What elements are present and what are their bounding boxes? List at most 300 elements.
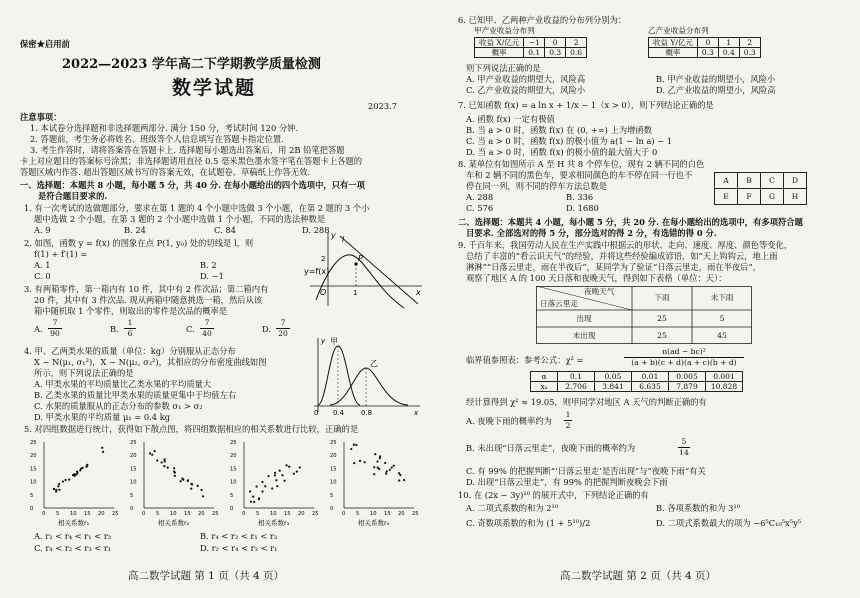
parking-space: D	[784, 173, 807, 189]
q2-option-b: B. 2	[200, 260, 217, 270]
fraction-num: 7	[48, 318, 62, 329]
scatter-point	[57, 485, 59, 487]
scatter-point	[275, 479, 277, 481]
y-tick-label: 10	[130, 479, 137, 486]
scatter-point	[190, 488, 192, 490]
scatter-point	[299, 466, 301, 468]
y-tick-label: 0	[130, 506, 134, 512]
q8-option-a: A. 288	[466, 192, 494, 202]
q3-option-a: A.	[34, 324, 43, 334]
q6-option-a: A. 甲产业收益的期望大，风险高	[466, 74, 586, 84]
q6-table-yi	[648, 37, 761, 58]
scatter-point	[398, 479, 400, 481]
y-tick-label: 10	[230, 479, 237, 486]
q7-stem: 7. 已知函数 f(x) = a ln x + 1/x − 1（x > 0），则下列结论正确的是	[458, 100, 714, 110]
q1-option-b: B. 24	[124, 225, 146, 235]
curve-jia	[318, 346, 360, 405]
row-header: xₐ	[531, 382, 558, 392]
q5-stem: 5. 对四组数据进行统计，获得如下散点图，将四组数据相应的相关系数进行比较，正确的是	[24, 424, 359, 434]
q6-option-c: C. 乙产业收益的期望大，风险小	[466, 85, 586, 95]
origin-label: O	[320, 288, 327, 297]
table-caption: 乙产业收益分布列	[648, 26, 709, 35]
fraction-num: 1	[124, 318, 136, 329]
scatter-point	[58, 483, 60, 485]
scatter-plot-1	[28, 434, 124, 530]
x-tick-label: 20	[398, 511, 405, 517]
q4-option-b: B. 乙类水果的质量比甲类水果的质量更集中于均值左右	[34, 390, 237, 400]
tick-label: 1	[353, 289, 358, 297]
plot-caption: 相关系数r₁	[58, 519, 90, 527]
y-tick-label: 5	[330, 492, 334, 499]
scatter-point	[86, 464, 88, 466]
q10-option-c: C. 奇数项系数的和为 (1 + 5¹⁰)/2	[466, 518, 591, 528]
q7-option-c: C. 当 a > 0 时，函数 f(x) 的极小值为 a(1 − ln a) − 1	[466, 136, 673, 146]
scatter-point	[187, 479, 189, 481]
scatter-point	[353, 444, 355, 446]
q8-option-b: B. 336	[566, 192, 594, 202]
parking-space: G	[761, 189, 784, 205]
plot-caption: 相关系数r₃	[258, 519, 290, 527]
y-tick-label: 25	[130, 440, 137, 446]
scatter-plot-3	[228, 434, 324, 530]
parking-space: A	[715, 173, 738, 189]
x-tick-label: 0	[342, 511, 346, 517]
scatter-point	[264, 485, 266, 487]
notice-line: 3. 考生作答时，请将答案答在答题卡上. 选择题每小题选出答案后，用 2B 铅笔把答题	[30, 145, 345, 155]
scatter-point	[398, 472, 400, 474]
y-tick-label: 15	[30, 466, 37, 473]
table-cell: 概率	[475, 48, 524, 58]
q4-option-d: D. 甲类水果的平均质量 μ₁ = 0.4 kg	[34, 412, 171, 422]
x-tick-label: 15	[184, 511, 191, 517]
scatter-point	[149, 452, 151, 454]
scatter-point	[163, 458, 165, 460]
scatter-plot-4	[328, 434, 424, 530]
plot-caption: 相关系数r₂	[158, 519, 190, 527]
scatter-point	[154, 450, 156, 452]
q9-option-d: D. 出现“日落云里走”，有 99% 的把握判断夜晚会下雨	[466, 477, 668, 487]
scatter-point	[283, 480, 285, 482]
page-2	[430, 0, 860, 598]
y-tick-label: 10	[330, 479, 337, 486]
q2-option-c: C. 0	[34, 271, 51, 281]
q9-stem: 淋淋”“日落云里走，雨在半夜后”，某同学为了验证“日落云里走，雨在半夜后”，	[466, 262, 762, 272]
scatter-point	[164, 460, 166, 462]
scatter-point	[75, 474, 77, 476]
y-tick-label: 25	[30, 440, 37, 446]
table-cell: 2	[566, 38, 587, 48]
x-tick-label: 0	[142, 511, 146, 517]
q9-contingency-table	[536, 286, 752, 344]
table-cell: 3.841	[595, 382, 632, 392]
table-caption: 甲产业收益分布列	[474, 26, 535, 35]
scatter-point	[258, 498, 260, 500]
q9-after: 经计算得到 χ² ≈ 19.05，则甲同学对地区 A 天气的判断正确的有	[466, 397, 707, 407]
table-cell: 0.3	[545, 48, 566, 58]
scatter-point	[55, 489, 57, 491]
table-cell: 6.635	[632, 382, 669, 392]
notice-line: 答题区域内作答. 超出答题区域书写的答案无效，在试题卷、草稿纸上作答无效.	[20, 167, 311, 177]
scatter-point	[391, 467, 393, 469]
y-tick-label: 25	[230, 440, 237, 446]
q9-option-c: C. 有 99% 的把握判断“‘日落云里走’是否出现”与“夜晚下雨”有关	[466, 466, 706, 476]
table-cell: 0.05	[595, 372, 632, 382]
table-cell: 10.828	[706, 382, 743, 392]
q8-option-d: D. 1680	[566, 203, 599, 213]
scatter-point	[174, 471, 176, 473]
scatter-point	[261, 490, 263, 492]
q10-stem: 10. 在 (2x − 3y)¹⁰ 的展开式中，下列结论正确的有	[458, 490, 649, 500]
table-cell: 7.879	[669, 382, 706, 392]
q4-density-curves	[300, 334, 426, 418]
scatter-point	[256, 485, 258, 487]
scatter-point	[274, 472, 276, 474]
q1-option-d: D. 288	[302, 225, 330, 235]
table-cell: 概率	[649, 48, 698, 58]
x-tick-label: 10	[270, 511, 277, 517]
scatter-point	[355, 444, 357, 446]
scatter-point	[267, 475, 269, 477]
scatter-point	[276, 485, 278, 487]
x-axis-label: x	[414, 409, 419, 417]
q4-stem: X ~ N(μ₁, σ₁²)，X ~ N(μ₂, σ₂²)，其相应的分布密度曲线如图	[34, 357, 267, 367]
table-cell: 0.6	[566, 48, 587, 58]
parking-space: B	[738, 173, 761, 189]
x-tick-label: 15	[384, 511, 391, 517]
section1-heading: 一、选择题：本题共 8 小题，每小题 5 分，共 40 分. 在每小题给出的四个选项中，只有一项	[20, 180, 365, 190]
scatter-point	[79, 469, 81, 471]
curve-label: y=f(x)	[304, 267, 330, 276]
scatter-point	[161, 461, 163, 463]
x-tick-label: 10	[370, 511, 377, 517]
table-cell: 0.3	[739, 48, 760, 58]
x-tick-label: 5	[56, 511, 60, 517]
x-tick-label: 5	[156, 511, 160, 517]
scatter-point	[174, 475, 176, 477]
tangent-label: l	[342, 235, 345, 244]
scatter-point	[249, 490, 251, 492]
page-footer: 高二数学试题 第 2 页（共 4 页）	[560, 570, 717, 582]
column-header: 下雨	[654, 293, 670, 302]
x-tick-label: 10	[170, 511, 177, 517]
scatter-point	[271, 487, 273, 489]
fraction-den: 90	[50, 329, 60, 338]
table-cell: 25	[657, 314, 667, 323]
x-tick-label: 10	[70, 511, 77, 517]
scatter-point	[200, 489, 202, 491]
curve-yi	[330, 368, 408, 405]
scatter-point	[261, 481, 263, 483]
fraction-den: 2	[565, 421, 571, 430]
q6-lead: 则下列说法正确的是	[466, 63, 541, 73]
table-cell: 0.001	[706, 372, 743, 382]
scatter-point	[250, 501, 252, 503]
scatter-point	[156, 459, 158, 461]
table-cell: 0.01	[632, 372, 669, 382]
q5-option-a: A. r₂ < r₄ < r₁ < r₃	[34, 531, 112, 541]
page-footer: 高二数学试题 第 1 页（共 4 页）	[128, 570, 285, 582]
q9-stem: 观察了地区 A 的 100 天日落和夜晚天气，得到如下表格（单位：天）：	[466, 273, 727, 283]
y-tick-label: 5	[30, 492, 34, 499]
y-tick-label: 0	[30, 506, 34, 512]
scatter-point	[377, 467, 379, 469]
corner-label: 夜晚天气	[584, 287, 615, 296]
scatter-point	[296, 470, 298, 472]
x-tick-label: 25	[112, 511, 119, 517]
row-header: 出现	[576, 314, 592, 323]
x-tick-label: 25	[412, 511, 419, 517]
scatter-point	[181, 478, 183, 480]
fraction-den: 20	[278, 329, 288, 338]
parking-space: C	[761, 173, 784, 189]
scatter-point	[180, 480, 182, 482]
scatter-point	[373, 466, 375, 468]
q8-option-c: C. 576	[466, 203, 494, 213]
table-cell: 收益 X/亿元	[475, 38, 524, 48]
y-tick-label: 25	[330, 440, 337, 446]
table-cell: 0.005	[669, 372, 706, 382]
scatter-point	[163, 465, 165, 467]
fraction-den: 14	[679, 448, 689, 457]
y-tick-label: 5	[230, 492, 234, 499]
q1-option-c: C. 84	[214, 225, 236, 235]
scatter-point	[101, 447, 103, 449]
y-axis-label: y	[321, 337, 326, 345]
formula-denominator: (a + b)(c + d)(a + c)(b + d)	[631, 358, 737, 367]
fraction-den: 40	[202, 329, 212, 338]
scatter-point	[285, 464, 287, 466]
y-tick-label: 20	[30, 453, 37, 460]
scatter-point	[202, 495, 204, 497]
q7-option-b: B. 当 a > 0 时，函数 f(x) 在 (0, +∞) 上为增函数	[466, 125, 653, 135]
scatter-point	[373, 473, 375, 475]
scatter-point	[393, 465, 395, 467]
tick-label: 0.8	[361, 409, 373, 417]
parking-space: F	[738, 189, 761, 205]
q10-option-d: D. 二项式系数最大的项为 −6⁵C₁₀⁵x⁵y⁵	[656, 518, 802, 528]
q8-stem: 8. 某单位有如图所示 A 至 H 共 8 个停车位，现有 2 辆不同的白色	[458, 159, 705, 169]
q9-stem: 总结了丰富的“看云识天气”的经验，并将这些经验编成谚语，如“天上钩钩云，地上雨	[466, 251, 778, 261]
scatter-point	[399, 474, 401, 476]
table-cell: 25	[657, 331, 667, 340]
scatter-point	[364, 461, 366, 463]
q4-option-c: C. 水果的质量服从的正态分布的参数 σ₁ > σ₂	[34, 401, 203, 411]
scatter-point	[64, 479, 66, 481]
notice-line: 1. 本试卷分选择题和非选择题两部分. 满分 150 分，考试时间 120 分钟.	[30, 123, 299, 133]
table-cell: −1	[524, 38, 545, 48]
p-label: P	[358, 254, 363, 263]
scatter-point	[288, 466, 290, 468]
parking-space: H	[784, 189, 807, 205]
yi-label: 乙	[370, 359, 378, 368]
q9-option-b: B. 未出现“日落云里走”，夜晚下雨的概率约为	[466, 443, 636, 453]
scatter-point	[384, 462, 386, 464]
table-cell: 0.1	[524, 48, 545, 58]
q5-option-d: D. r₂ < r₄ < r₃ < r₁	[200, 543, 278, 553]
scatter-point	[374, 453, 376, 455]
table-cell: 5	[719, 314, 725, 323]
section2-heading: 目要求. 全部选对的得 5 分，部分选对的得 2 分，有选错的得 0 分.	[466, 228, 717, 238]
column-header: 未下雨	[710, 293, 734, 302]
scatter-point	[102, 451, 104, 453]
tick-label: 0.4	[333, 409, 345, 417]
q10-option-b: B. 各项系数的和为 3¹⁰	[656, 503, 741, 513]
q1-option-a: A. 9	[34, 225, 51, 235]
q9-stem: 9. 千百年来，我国劳动人民在生产实践中根据云的形状、走向、速度、厚度、颜色等变化，	[458, 240, 793, 250]
row-header: 未出现	[572, 331, 596, 340]
q10-option-a: A. 二项式系数的和为 2¹⁰	[466, 503, 559, 513]
x-tick-label: 20	[98, 511, 105, 517]
q6-option-d: D. 乙产业收益的期望小，风险高	[656, 85, 776, 95]
q9-option-a: A. 夜晚下雨的概率约为	[466, 416, 552, 426]
scatter-point	[53, 488, 55, 490]
q6-stem: 6. 已知甲、乙两种产业收益的分布列分别为：	[458, 15, 627, 25]
y-tick-label: 0	[230, 506, 234, 512]
y-tick-label: 15	[130, 466, 137, 473]
fraction-num: 7	[200, 318, 214, 329]
notice-heading: 注意事项：	[20, 112, 62, 122]
scatter-point	[58, 489, 60, 491]
x-tick-label: 20	[198, 511, 205, 517]
table-cell: 0.4	[718, 48, 739, 58]
exam-title: 2022—2023 学年高二下学期教学质量检测	[62, 57, 321, 72]
q3-options	[34, 318, 314, 342]
y-tick-label: 20	[330, 453, 337, 460]
scatter-point	[197, 485, 199, 487]
y-axis-label: y	[331, 231, 336, 240]
q2-option-a: A. 1	[34, 260, 51, 270]
table-cell: 1	[718, 38, 739, 48]
table-cell: 0	[697, 38, 718, 48]
y-tick-label: 10	[30, 479, 37, 486]
q3-option-c: C.	[186, 324, 195, 334]
y-tick-label: 5	[130, 492, 134, 499]
scatter-point	[359, 460, 361, 462]
x-tick-label: 0	[242, 511, 246, 517]
formula-numerator: n(ad − bc)²	[624, 347, 744, 358]
scatter-point	[173, 467, 175, 469]
notice-line: 卡上对应题目的答案标号涂黑；非选择题请用直径 0.5 毫米黑色墨水签字笔在答题卡上各题的	[20, 156, 363, 166]
y-tick-label: 20	[130, 453, 137, 460]
exam-date: 2023.7	[368, 101, 398, 111]
q9-reference-lead: 临界值参照表：参考公式：χ² =	[466, 355, 584, 365]
parking-space: E	[715, 189, 738, 205]
section2-heading: 二、选择题：本题共 4 小题，每小题 5 分，共 20 分. 在每小题给出的选项中，有多项符合题	[458, 217, 803, 227]
subject-title: 数学试题	[172, 77, 257, 99]
scatter-point	[279, 469, 281, 471]
q4-stem: 4. 甲、乙两类水果的质量（单位：kg）分别服从正态分布	[24, 346, 236, 356]
scatter-point	[281, 474, 283, 476]
q2-stem: f(1) + f′(1) =	[34, 249, 88, 259]
q8-parking-grid	[714, 172, 807, 205]
tangent-line	[340, 236, 418, 304]
scatter-point	[389, 469, 391, 471]
q2-option-d: D. −1	[200, 271, 224, 281]
scatter-point	[385, 473, 387, 475]
q5-option-c: C. r₄ < r₂ < r₃ < r₁	[34, 543, 112, 553]
scatter-point	[151, 454, 153, 456]
table-cell: 收益 Y/亿元	[649, 38, 698, 48]
scatter-plot-2	[128, 434, 224, 530]
corner-label: 日落云里走	[540, 299, 578, 308]
fraction-num: 5	[678, 437, 690, 448]
scatter-point	[376, 460, 378, 462]
tick-label: 0	[314, 409, 319, 417]
table-cell: 0.1	[558, 372, 595, 382]
scatter-point	[379, 455, 381, 457]
q8-stem: 停在同一列，则不同的停车方法总数是	[466, 181, 608, 191]
q7-option-d: D. 当 a > 0 时，函数 f(x) 的极小值的最大值大于 0	[466, 147, 658, 157]
scatter-point	[190, 483, 192, 485]
x-axis-label: x	[416, 288, 421, 297]
q4-stem: 所示，则下列说法正确的是	[34, 368, 134, 378]
scatter-point	[62, 480, 64, 482]
scatter-point	[350, 448, 352, 450]
table-cell: 2.706	[558, 382, 595, 392]
table-cell: 0.3	[697, 48, 718, 58]
scatter-point	[253, 501, 255, 503]
scatter-point	[167, 467, 169, 469]
y-tick-label: 15	[230, 466, 237, 473]
y-tick-label: 0	[330, 506, 334, 512]
q9-critical-value-table	[530, 371, 743, 392]
q3-stem: 3. 有两箱零件，第一箱内有 10 件，其中有 2 件次品；第二箱内有	[24, 284, 269, 294]
table-cell: 45	[717, 331, 727, 340]
notice-line: 2. 答题前，考生务必将姓名、班级等个人信息填写在答题卡指定位置.	[30, 134, 284, 144]
plot-caption: 相关系数r₄	[358, 519, 390, 527]
q3-stem: 20 件，其中有 3 件次品. 现从两箱中随意挑选一箱，然后从该	[34, 295, 263, 305]
scatter-point	[68, 478, 70, 480]
fraction-num: 1	[565, 410, 571, 419]
q5-option-b: B. r₄ < r₂ < r₁ < r₃	[200, 531, 278, 541]
q5-scatter-plots	[28, 434, 428, 530]
x-tick-label: 25	[312, 511, 319, 517]
x-tick-label: 5	[356, 511, 360, 517]
scatter-point	[353, 462, 355, 464]
q1-stem: 1. 有一次考试的选做题部分，要求在第 1 题的 4 个小题中选做 3 个小题，在第 2 题的 3 个小	[24, 203, 370, 213]
tick-label: 2	[321, 255, 326, 263]
x-tick-label: 15	[84, 511, 91, 517]
q2-stem: 2. 如图，函数 y = f(x) 的图象在点 P(1, y₀) 处的切线是 l，则	[24, 238, 254, 248]
scatter-point	[274, 474, 276, 476]
fraction-num: 7	[276, 318, 290, 329]
scatter-point	[403, 479, 405, 481]
scatter-point	[252, 496, 254, 498]
q1-stem: 题中选做 2 个小题，在第 3 题的 2 个小题中选做 1 个小题，不同的选法种数是	[34, 214, 326, 224]
q2-function-graph	[300, 228, 426, 310]
q6-table-jia	[474, 37, 587, 58]
table-cell: 2	[739, 38, 760, 48]
jia-label: 甲	[330, 337, 338, 346]
y-tick-label: 15	[330, 466, 337, 473]
q8-stem: 车和 2 辆不同的黑色车，要求相同颜色的车不停在同一行也不	[466, 170, 693, 180]
x-tick-label: 20	[298, 511, 305, 517]
scatter-point	[293, 473, 295, 475]
q7-option-a: A. 函数 f(x) 一定有极值	[466, 114, 555, 124]
q6-option-b: B. 甲产业收益的期望小，风险小	[656, 74, 776, 84]
fraction-den: 6	[127, 329, 133, 338]
q3-option-d: D.	[262, 324, 271, 334]
x-tick-label: 15	[284, 511, 291, 517]
secret-label: 保密★启用前	[20, 39, 70, 49]
x-tick-label: 0	[42, 511, 46, 517]
y-tick-label: 20	[230, 453, 237, 460]
section1-heading: 是符合题目要求的.	[38, 191, 108, 201]
q3-stem: 箱中随机取 1 个零件，则取出的零件是次品的概率是	[34, 306, 228, 316]
scatter-point	[386, 470, 388, 472]
row-header: α	[531, 372, 558, 382]
x-tick-label: 25	[212, 511, 219, 517]
